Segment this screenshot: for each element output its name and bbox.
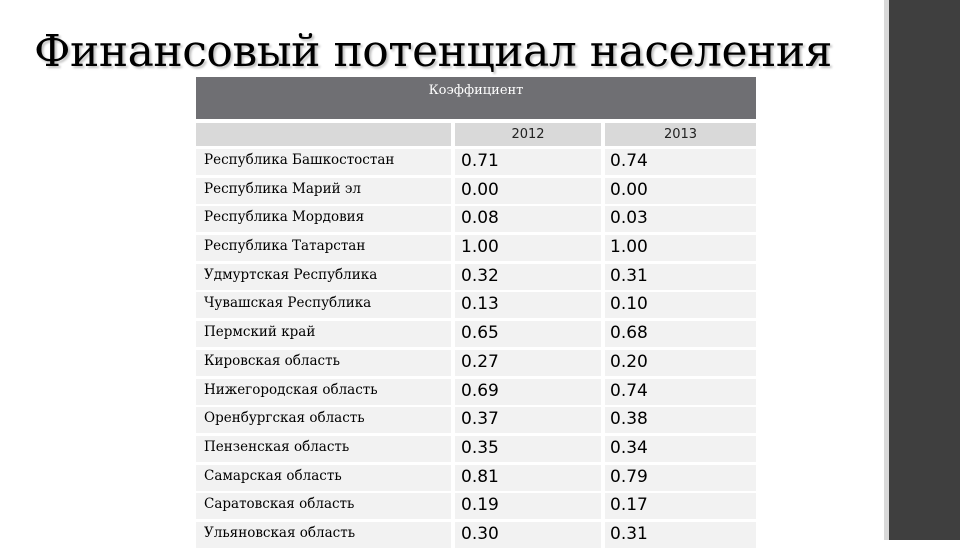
value-2013: 0.17 [610, 495, 648, 516]
year-header-2013: 2013 [663, 127, 698, 142]
slide-title: Финансовый потенциал населения [34, 26, 832, 77]
value-2013: 0.31 [610, 265, 648, 286]
region-name: Республика Марий эл [204, 180, 361, 197]
region-name: Пензенская область [204, 438, 350, 455]
region-name: Республика Татарстан [204, 238, 366, 255]
value-2012: 0.00 [461, 179, 499, 200]
table-row [196, 292, 756, 318]
region-name: Нижегородская область [204, 381, 378, 398]
table-body [196, 149, 756, 551]
table-row [196, 465, 756, 491]
table-row [196, 350, 756, 376]
value-2012: 0.37 [461, 409, 499, 430]
value-2013: 0.74 [610, 151, 648, 171]
slide-sidebar [889, 0, 960, 540]
table-row [196, 321, 756, 347]
year-header-row [196, 123, 756, 146]
year-header-empty [196, 123, 451, 146]
table-row [196, 149, 756, 175]
region-name: Ульяновская область [204, 524, 356, 541]
value-2012: 0.35 [461, 437, 499, 458]
table-row [196, 264, 756, 290]
table-row [196, 178, 756, 204]
region-name: Саратовская область [204, 496, 355, 513]
region-name: Самарская область [204, 467, 342, 484]
value-2012: 1.00 [461, 237, 499, 258]
table-row [196, 206, 756, 232]
value-2012: 0.30 [461, 523, 499, 544]
table-row [196, 522, 756, 548]
table-header-band [196, 77, 756, 119]
value-2012: 0.32 [461, 265, 499, 286]
region-name: Республика Башкостостан [204, 152, 395, 168]
value-2013: 0.10 [610, 294, 648, 315]
value-2012: 0.13 [461, 294, 499, 315]
value-2013: 0.68 [610, 323, 648, 344]
value-2012: 0.08 [461, 208, 499, 229]
region-name: Пермский край [204, 324, 316, 341]
value-2012: 0.81 [461, 466, 499, 487]
value-2012: 0.71 [461, 151, 499, 171]
table-row [196, 493, 756, 519]
table-row [196, 436, 756, 462]
table-row [196, 379, 756, 405]
value-2013: 1.00 [610, 237, 648, 258]
region-name: Республика Мордовия [204, 209, 365, 226]
value-2013: 0.03 [610, 208, 648, 229]
value-2012: 0.65 [461, 323, 499, 344]
value-2013: 0.00 [610, 179, 648, 200]
value-2013: 0.38 [610, 409, 648, 430]
value-2012: 0.19 [461, 495, 499, 516]
region-name: Кировская область [204, 352, 340, 369]
table-row [196, 235, 756, 261]
value-2012: 0.27 [461, 351, 499, 372]
value-2013: 0.79 [610, 466, 648, 487]
value-2012: 0.69 [461, 380, 499, 401]
region-name: Оренбургская область [204, 410, 365, 427]
value-2013: 0.31 [610, 523, 648, 544]
value-2013: 0.74 [610, 380, 648, 401]
region-name: Чувашская Республика [204, 295, 372, 312]
table-header-label: Коэффициент [428, 83, 524, 98]
region-name: Удмуртская Республика [204, 266, 378, 283]
table-row [196, 407, 756, 433]
value-2013: 0.34 [610, 437, 648, 458]
year-header-2012: 2012 [455, 123, 601, 146]
value-2013: 0.20 [610, 351, 648, 372]
